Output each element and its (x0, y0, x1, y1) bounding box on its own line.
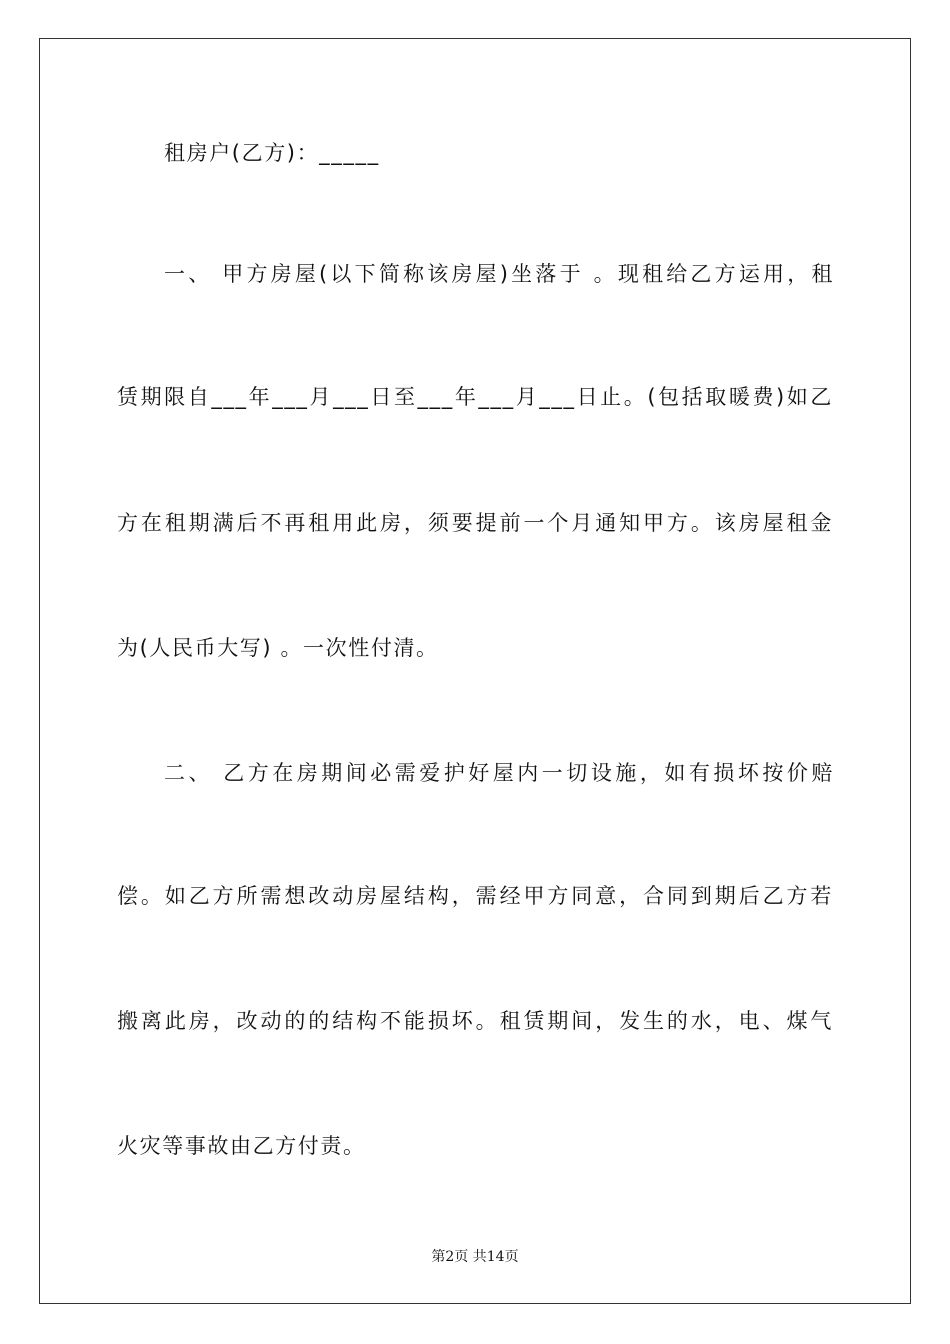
clause-two-line-4: 火灾等事故由乙方付责。 (117, 1134, 366, 1158)
tenant-party-line: 租房户(乙方)：_____ (164, 141, 380, 165)
clause-two-line-2: 偿。如乙方所需想改动房屋结构，需经甲方同意，合同到期后乙方若 (117, 884, 833, 908)
clause-one-line-3: 方在租期满后不再租用此房，须要提前一个月通知甲方。该房屋租金 (117, 511, 833, 535)
clause-one-line-4: 为(人民币大写) 。一次性付清。 (117, 636, 439, 660)
clause-one-line-1: 一、 甲方房屋(以下简称该房屋)坐落于 。现租给乙方运用，租 (164, 262, 834, 286)
clause-two-line-1: 二、 乙方在房期间必需爱护好屋内一切设施，如有损坏按价赔 (164, 761, 834, 785)
clause-one-line-2: 赁期限自___年___月___日至___年___月___日止。(包括取暖费)如乙 (117, 385, 833, 409)
page-number-footer: 第2页 共14页 (431, 1249, 519, 1265)
clause-two-line-3: 搬离此房，改动的的结构不能损坏。租赁期间，发生的水，电、煤气 (117, 1009, 833, 1033)
page-border (39, 38, 911, 1304)
